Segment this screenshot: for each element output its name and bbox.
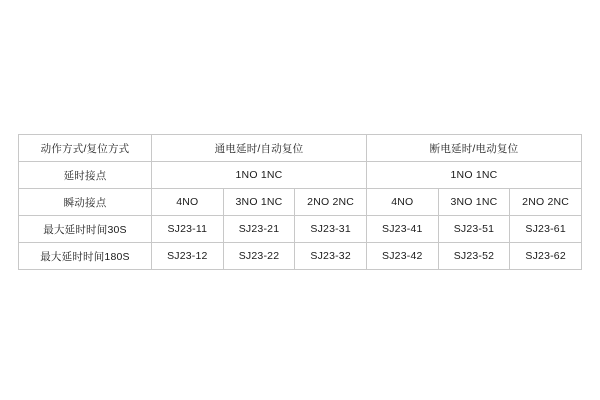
table-cell: SJ23-21 bbox=[223, 216, 295, 243]
table-cell: 2NO 2NC bbox=[510, 189, 582, 216]
table-cell: SJ23-52 bbox=[438, 243, 510, 270]
table-cell: 2NO 2NC bbox=[295, 189, 367, 216]
table-cell: SJ23-61 bbox=[510, 216, 582, 243]
table-body bbox=[19, 135, 582, 270]
table-cell: SJ23-62 bbox=[510, 243, 582, 270]
table-cell: 4NO bbox=[366, 189, 438, 216]
table-cell: SJ23-11 bbox=[152, 216, 224, 243]
row-header-cell: 动作方式/复位方式 bbox=[19, 135, 152, 162]
header-action-reset bbox=[19, 135, 582, 162]
table-cell: 断电延时/电动复位 bbox=[366, 135, 581, 162]
table-cell: SJ23-31 bbox=[295, 216, 367, 243]
table-cell: 通电延时/自动复位 bbox=[152, 135, 367, 162]
table-cell: SJ23-32 bbox=[295, 243, 367, 270]
table-cell: 4NO bbox=[152, 189, 224, 216]
table-cell: 3NO 1NC bbox=[223, 189, 295, 216]
table-cell: SJ23-22 bbox=[223, 243, 295, 270]
row-delay-contact bbox=[19, 162, 582, 189]
row-max-delay-180s bbox=[19, 243, 582, 270]
row-header-cell: 瞬动接点 bbox=[19, 189, 152, 216]
row-instant-contact bbox=[19, 189, 582, 216]
table-cell: SJ23-51 bbox=[438, 216, 510, 243]
table-cell: SJ23-41 bbox=[366, 216, 438, 243]
spec-table-container bbox=[18, 134, 582, 270]
relay-model-table bbox=[18, 134, 582, 270]
table-cell: 1NO 1NC bbox=[152, 162, 367, 189]
table-cell: 3NO 1NC bbox=[438, 189, 510, 216]
row-header-cell: 最大延时时间180S bbox=[19, 243, 152, 270]
table-cell: SJ23-12 bbox=[152, 243, 224, 270]
row-header-cell: 最大延时时间30S bbox=[19, 216, 152, 243]
table-cell: SJ23-42 bbox=[366, 243, 438, 270]
row-max-delay-30s bbox=[19, 216, 582, 243]
row-header-cell: 延时接点 bbox=[19, 162, 152, 189]
table-cell: 1NO 1NC bbox=[366, 162, 581, 189]
